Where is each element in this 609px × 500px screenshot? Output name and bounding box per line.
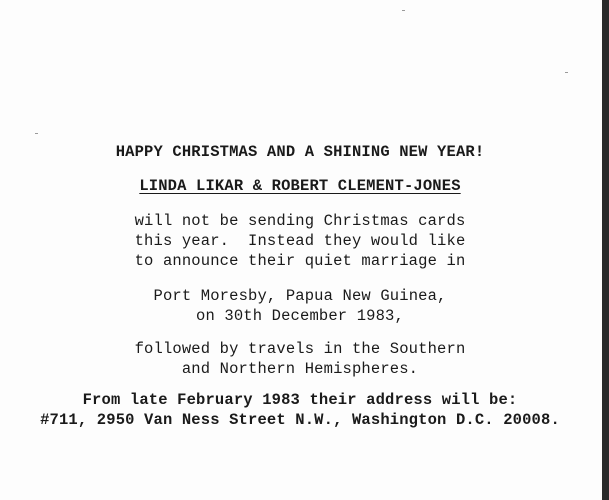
scan-speck (35, 133, 38, 134)
address-intro: From late February 1983 their address will be: (82, 391, 518, 409)
place-line-1: Port Moresby, Papua New Guinea, (153, 287, 447, 305)
announcement-line-3: to announce their quiet marriage in (134, 252, 466, 270)
announcement-line-2: this year. Instead they would like (134, 232, 466, 250)
card-heading: HAPPY CHRISTMAS AND A SHINING NEW YEAR! (115, 143, 485, 161)
travel-line-1: followed by travels in the Southern (134, 340, 466, 358)
address-line: #711, 2950 Van Ness Street N.W., Washington D.C. 20008. (40, 411, 560, 429)
couple-names: LINDA LIKAR & ROBERT CLEMENT-JONES (139, 177, 461, 195)
scan-speck (565, 72, 568, 73)
place-line-2: on 30th December 1983, (196, 307, 404, 325)
announcement-line-1: will not be sending Christmas cards (134, 212, 466, 230)
scan-speck (402, 10, 405, 11)
scan-edge (602, 0, 609, 500)
travel-line-2: and Northern Hemispheres. (181, 360, 419, 378)
